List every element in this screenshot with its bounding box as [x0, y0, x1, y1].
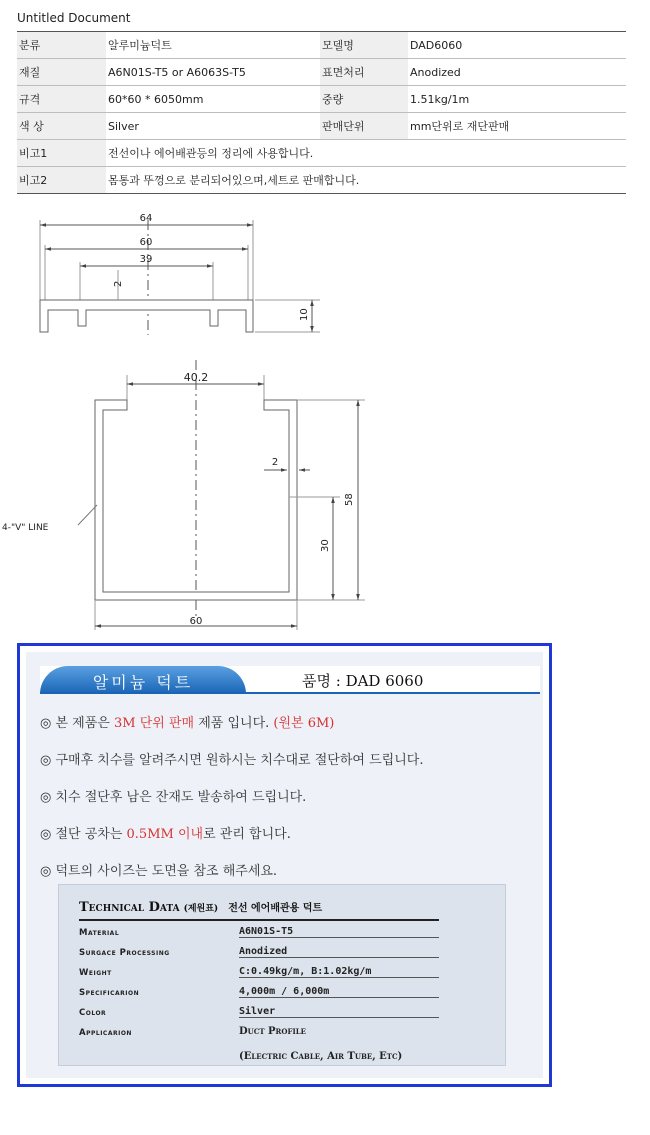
- note-text: 로 관리 합니다.: [203, 827, 291, 842]
- tech-value: Duct Profile: [239, 1026, 306, 1037]
- cover-profile-drawing: [40, 220, 320, 335]
- tech-korean-title: 전선 에어배관용 덕트: [228, 903, 323, 914]
- spec-label: 재질: [17, 59, 106, 86]
- tech-key: Material: [79, 928, 120, 938]
- table-row: [17, 59, 626, 86]
- spec-label: 색 상: [17, 113, 106, 140]
- spec-value: Silver: [106, 113, 320, 140]
- note-highlight: 0.5MM 이내: [126, 827, 204, 842]
- table-row: [79, 1005, 449, 1023]
- table-row: [79, 925, 449, 943]
- panel-background: [26, 652, 543, 1078]
- tech-value: 4,000m / 6,000m: [239, 986, 439, 998]
- tech-value: Silver: [239, 1006, 439, 1018]
- dim-label: 39: [139, 254, 153, 265]
- table-row: [17, 167, 626, 194]
- tech-subtitle: (제원표): [183, 904, 219, 914]
- tech-key: Weight: [79, 968, 112, 978]
- spec-value: DAD6060: [408, 32, 626, 59]
- tech-title-text: Technical Data: [79, 900, 180, 915]
- spec-value: mm단위로 재단판매: [408, 113, 626, 140]
- spec-value: Anodized: [408, 59, 626, 86]
- list-item: ◎ 치수 절단후 남은 잔재도 발송하여 드립니다.: [40, 790, 307, 805]
- spec-label: 중량: [320, 86, 408, 113]
- spec-label: 모델명: [320, 32, 408, 59]
- note-text: ◎ 본 제품은: [40, 716, 114, 731]
- tech-key: Surgace Processing: [79, 948, 170, 958]
- table-row: [17, 32, 626, 59]
- spec-label: 비고1: [17, 140, 106, 167]
- spec-value: A6N01S-T5 or A6063S-T5: [106, 59, 320, 86]
- table-row: [17, 86, 626, 113]
- spec-value: 전선이나 에어배관등의 정리에 사용합니다.: [106, 140, 626, 167]
- tech-value: A6N01S-T5: [239, 926, 439, 938]
- dim-label: 40.2: [183, 371, 209, 384]
- tech-key: Applicarion: [79, 1028, 132, 1038]
- technical-drawing: [0, 200, 650, 635]
- title-tab: [40, 666, 246, 694]
- dim-label: 60: [139, 237, 153, 248]
- spec-label: 분류: [17, 32, 106, 59]
- list-item: [40, 823, 423, 860]
- table-row: [79, 1025, 449, 1043]
- body-profile-drawing: [78, 360, 365, 630]
- note-highlight: 3M 단위 판매: [113, 716, 195, 731]
- tech-key: Specificarion: [79, 988, 140, 998]
- dim-label: 64: [139, 213, 153, 224]
- tech-application-detail: (Electric Cable, Air Tube, Etc): [239, 1051, 403, 1062]
- list-item: ◎ 덕트의 사이즈는 도면을 참조 해주세요.: [40, 864, 278, 879]
- spec-value: 몸통과 뚜껑으로 분리되어있으며,세트로 판매합니다.: [106, 167, 626, 194]
- table-row: [79, 945, 449, 963]
- table-row: [17, 113, 626, 140]
- divider: [79, 919, 439, 921]
- spec-label: 표면처리: [320, 59, 408, 86]
- table-row: [79, 965, 449, 983]
- list-item: [40, 712, 423, 749]
- dim-label: 2: [271, 457, 279, 468]
- tech-value: Anodized: [239, 946, 439, 958]
- spec-label: 판매단위: [320, 113, 408, 140]
- dim-label: 30: [320, 539, 331, 552]
- spec-table: [17, 31, 626, 194]
- list-item: ◎ 구매후 치수를 알려주시면 원하시는 치수대로 절단하여 드립니다.: [40, 753, 424, 768]
- spec-label: 비고2: [17, 167, 106, 194]
- dim-label: 60: [189, 616, 203, 627]
- panel-title-bar: [40, 666, 540, 694]
- spec-value: 60*60 * 6050mm: [106, 86, 320, 113]
- dim-label: 2: [113, 280, 124, 287]
- title-underline: [40, 692, 540, 694]
- table-row: [79, 985, 449, 1003]
- spec-label: 규격: [17, 86, 106, 113]
- tab-title: 알미늄 덕트: [92, 673, 194, 692]
- table-row: [17, 140, 626, 167]
- tech-key: Color: [79, 1008, 107, 1018]
- v-line-label: 4-"V" LINE: [2, 523, 49, 533]
- tech-value: C:0.49kg/m, B:1.02kg/m: [239, 966, 439, 978]
- product-name: 품명 : DAD 6060: [302, 672, 424, 690]
- note-highlight: (원본 6M): [273, 716, 335, 731]
- dim-label: 58: [344, 493, 355, 506]
- technical-data-card: [58, 884, 506, 1066]
- spec-value: 1.51kg/1m: [408, 86, 626, 113]
- note-text: ◎ 절단 공차는: [40, 827, 127, 842]
- tech-title: [79, 899, 322, 915]
- document-title: Untitled Document: [17, 11, 131, 25]
- product-info-panel: [17, 643, 552, 1087]
- dim-label: 10: [299, 308, 310, 321]
- spec-value: 알루미늄덕트: [106, 32, 320, 59]
- note-text: 제품 입니다.: [194, 716, 274, 731]
- notes-list: [40, 712, 423, 897]
